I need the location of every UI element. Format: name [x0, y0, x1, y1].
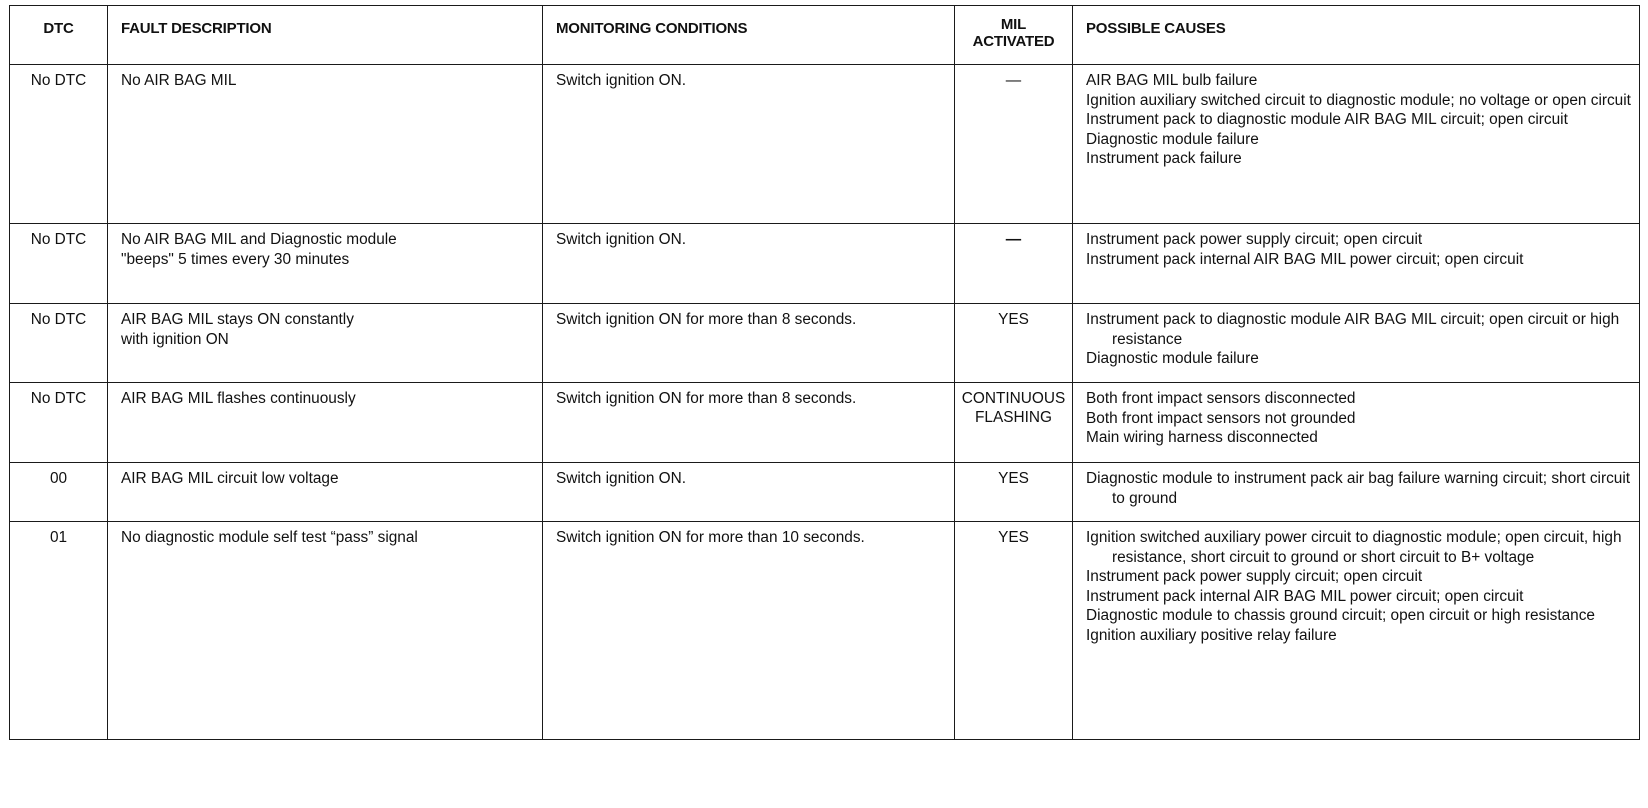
mil-activated-cell: YES	[955, 463, 1073, 522]
fault-description-cell: AIR BAG MIL stays ON constantly with ignition ON	[108, 304, 543, 383]
table-row	[10, 383, 1640, 463]
header-row	[10, 6, 1640, 65]
possible-causes-cell	[1073, 304, 1640, 383]
table-row	[10, 224, 1640, 304]
mil-activated-cell	[955, 224, 1073, 304]
cause-item: Diagnostic module to instrument pack air bag failure warning circuit; short circuit to ground	[1086, 470, 1631, 507]
mil-activated-cell: —	[955, 65, 1073, 224]
cause-item: Instrument pack failure	[1086, 150, 1242, 168]
cause-item: Main wiring harness disconnected	[1086, 429, 1318, 447]
cause-item: Ignition switched auxiliary power circuit to diagnostic module; open circuit, high resistance, short circuit to ground or short circuit to B+ voltage	[1086, 529, 1622, 566]
cause-item: Both front impact sensors disconnected	[1086, 390, 1356, 407]
fault-description-cell: AIR BAG MIL circuit low voltage	[108, 463, 543, 522]
dtc-cell: No DTC	[10, 383, 108, 463]
possible-causes-cell	[1073, 224, 1640, 304]
dtc-cell: 01	[10, 522, 108, 740]
dtc-cell: No DTC	[10, 304, 108, 383]
cause-item: Instrument pack power supply circuit; open circuit	[1086, 231, 1423, 248]
fault-description-cell: AIR BAG MIL flashes continuously	[108, 383, 543, 463]
cause-item: AIR BAG MIL bulb failure	[1086, 72, 1258, 89]
dtc-cell: 00	[10, 463, 108, 522]
monitoring-conditions-cell: Switch ignition ON.	[543, 65, 955, 224]
header-possible-causes: POSSIBLE CAUSES	[1073, 6, 1640, 65]
monitoring-conditions-cell: Switch ignition ON.	[543, 224, 955, 304]
mil-activated-cell: YES	[955, 304, 1073, 383]
mil-dash: —	[1005, 231, 1022, 248]
header-fault-description: FAULT DESCRIPTION	[108, 6, 543, 65]
monitoring-conditions-cell: Switch ignition ON for more than 10 seconds.	[543, 522, 955, 740]
cause-item: Instrument pack internal AIR BAG MIL power circuit; open circuit	[1086, 587, 1524, 605]
possible-causes-cell	[1073, 383, 1640, 463]
mil-activated-cell: YES	[955, 522, 1073, 740]
cause-item: Instrument pack to diagnostic module AIR BAG MIL circuit; open circuit or high resistance	[1086, 311, 1620, 348]
diagnostic-table-page	[9, 5, 1639, 800]
cause-item: Ignition auxiliary positive relay failure	[1086, 626, 1337, 644]
mil-activated-cell: CONTINUOUS FLASHING	[955, 383, 1073, 463]
table-row	[10, 304, 1640, 383]
header-monitoring-conditions: MONITORING CONDITIONS	[543, 6, 955, 65]
cause-item: Diagnostic module failure	[1086, 350, 1259, 368]
monitoring-conditions-cell: Switch ignition ON.	[543, 463, 955, 522]
table-row	[10, 522, 1640, 740]
possible-causes-cell	[1073, 522, 1640, 740]
monitoring-conditions-cell: Switch ignition ON for more than 8 seconds.	[543, 383, 955, 463]
fault-description-cell: No AIR BAG MIL and Diagnostic module "beeps" 5 times every 30 minutes	[108, 224, 543, 304]
possible-causes-cell	[1073, 463, 1640, 522]
dtc-cell: No DTC	[10, 65, 108, 224]
dtc-cell: No DTC	[10, 224, 108, 304]
cause-item: Instrument pack power supply circuit; open circuit	[1086, 568, 1423, 586]
fault-description-cell: No diagnostic module self test “pass” signal	[108, 522, 543, 740]
cause-item: Ignition auxiliary switched circuit to diagnostic module; no voltage or open circuit	[1086, 91, 1631, 109]
table-row	[10, 463, 1640, 522]
dtc-diagnostic-table	[9, 5, 1640, 740]
cause-item: Diagnostic module failure	[1086, 130, 1259, 148]
cause-item: Instrument pack to diagnostic module AIR BAG MIL circuit; open circuit	[1086, 111, 1568, 129]
header-mil-activated: MIL ACTIVATED	[955, 6, 1073, 65]
table-row	[10, 65, 1640, 224]
cause-item: Both front impact sensors not grounded	[1086, 409, 1356, 427]
fault-description-cell: No AIR BAG MIL	[108, 65, 543, 224]
header-dtc: DTC	[10, 6, 108, 65]
monitoring-conditions-cell: Switch ignition ON for more than 8 seconds.	[543, 304, 955, 383]
cause-item: Instrument pack internal AIR BAG MIL power circuit; open circuit	[1086, 250, 1524, 268]
cause-item: Diagnostic module to chassis ground circuit; open circuit or high resistance	[1086, 607, 1595, 625]
possible-causes-cell	[1073, 65, 1640, 224]
